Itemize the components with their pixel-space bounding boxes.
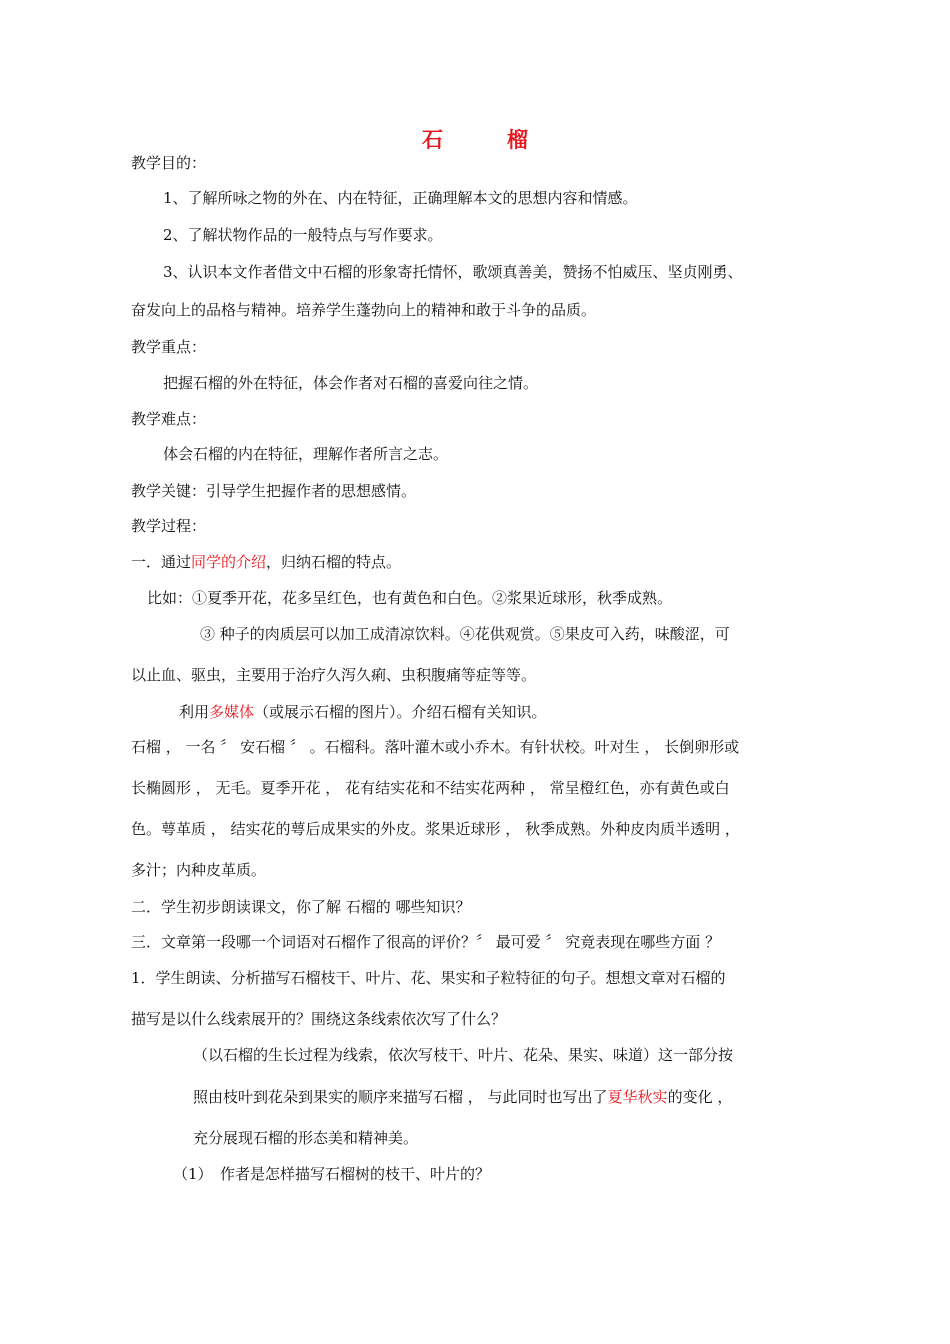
step-2: 二．学生初步朗读课文，你了解 石榴的 哪些知识？ xyxy=(131,898,471,916)
example-line-3: 以止血、驱虫，主要用于治疗久泻久痢、虫积腹痛等症等等。 xyxy=(131,666,537,684)
answer-line-2-prefix: 照由枝叶到花朵到果实的顺序来描写石榴 ， 与此同时也写出了 xyxy=(193,1088,608,1106)
goal-item-3-line-1: 3、认识本文作者借文中石榴的形象寄托情怀，歌颂真善美，赞扬不怕威压、坚贞刚勇、 xyxy=(163,263,743,281)
media-line xyxy=(179,702,547,722)
intro-line-1: 石榴 ， 一名 〞 安石榴 〞 。石榴科。落叶灌木或小乔木。有针状校。叶对生 ， 长倒卵形或 xyxy=(131,738,740,756)
question-1: （1） 作者是怎样描写石榴树的枝干、叶片的？ xyxy=(173,1165,491,1183)
answer-line-3: 充分展现石榴的形态美和精神美。 xyxy=(193,1129,419,1147)
intro-line-2: 长椭圆形 ， 无毛。夏季开花 ， 花有结实花和不结实花两种 ， 常呈橙红色，亦有黄色或白 xyxy=(131,779,730,797)
media-highlight: 多媒体 xyxy=(209,703,255,721)
answer-line-2-highlight: 夏华秋实 xyxy=(607,1088,668,1106)
sub-1-line-1: 1．学生朗读、分析描写石榴枝干、叶片、花、果实和子粒特征的句子。想想文章对石榴的 xyxy=(131,969,726,987)
goal-heading: 教学目的： xyxy=(131,154,207,172)
answer-line-2-suffix: 的变化 ， xyxy=(667,1088,733,1106)
step-1-suffix: ，归纳石榴的特点。 xyxy=(266,553,402,571)
difficulty-heading: 教学难点： xyxy=(131,410,207,428)
sub-1-line-2: 描写是以什么线索展开的？围绕这条线索依次写了什么？ xyxy=(131,1010,507,1028)
answer-line-1: （以石榴的生长过程为线索，依次写枝干、叶片、花朵、果实、味道）这一部分按 xyxy=(193,1046,734,1064)
focus-text: 把握石榴的外在特征，体会作者对石榴的喜爱向往之情。 xyxy=(163,374,539,392)
media-suffix: （或展示石榴的图片）。介绍石榴有关知识。 xyxy=(254,703,547,721)
example-line-1: 比如：①夏季开花，花多呈红色，也有黄色和白色。②浆果近球形，秋季成熟。 xyxy=(147,589,673,607)
example-line-2: ③ 种子的肉质层可以加工成清凉饮料。④花供观赏。⑤果皮可入药，味酸涩，可 xyxy=(200,625,730,643)
media-prefix: 利用 xyxy=(179,703,210,721)
step-1-prefix: 一．通过 xyxy=(131,553,192,571)
goal-item-1: 1、了解所咏之物的外在、内在特征，正确理解本文的思想内容和情感。 xyxy=(163,189,638,207)
difficulty-text: 体会石榴的内在特征，理解作者所言之志。 xyxy=(163,445,449,463)
answer-line-2 xyxy=(193,1087,732,1107)
goal-item-3-line-2: 奋发向上的品格与精神。培养学生蓬勃向上的精神和敢于斗争的品质。 xyxy=(131,301,597,319)
focus-heading: 教学重点： xyxy=(131,338,207,356)
intro-line-4: 多汁；内种皮革质。 xyxy=(131,861,267,879)
goal-item-2: 2、了解状物作品的一般特点与写作要求。 xyxy=(163,226,443,244)
key-text: 教学关键：引导学生把握作者的思想感情。 xyxy=(131,482,417,500)
step-1-highlight: 同学的介绍 xyxy=(191,553,267,571)
step-3: 三．文章第一段哪一个词语对石榴作了很高的评价？〞 最可爱 〞 究竟表现在哪些方面 ？ xyxy=(131,933,721,951)
intro-line-3: 色。萼革质 ， 结实花的萼后成果实的外皮。浆果近球形 ， 秋季成熟。外种皮肉质半透明 ， xyxy=(131,820,740,838)
step-1 xyxy=(131,552,401,572)
process-heading: 教学过程： xyxy=(131,517,207,535)
document-title: 石榴 xyxy=(422,127,592,152)
